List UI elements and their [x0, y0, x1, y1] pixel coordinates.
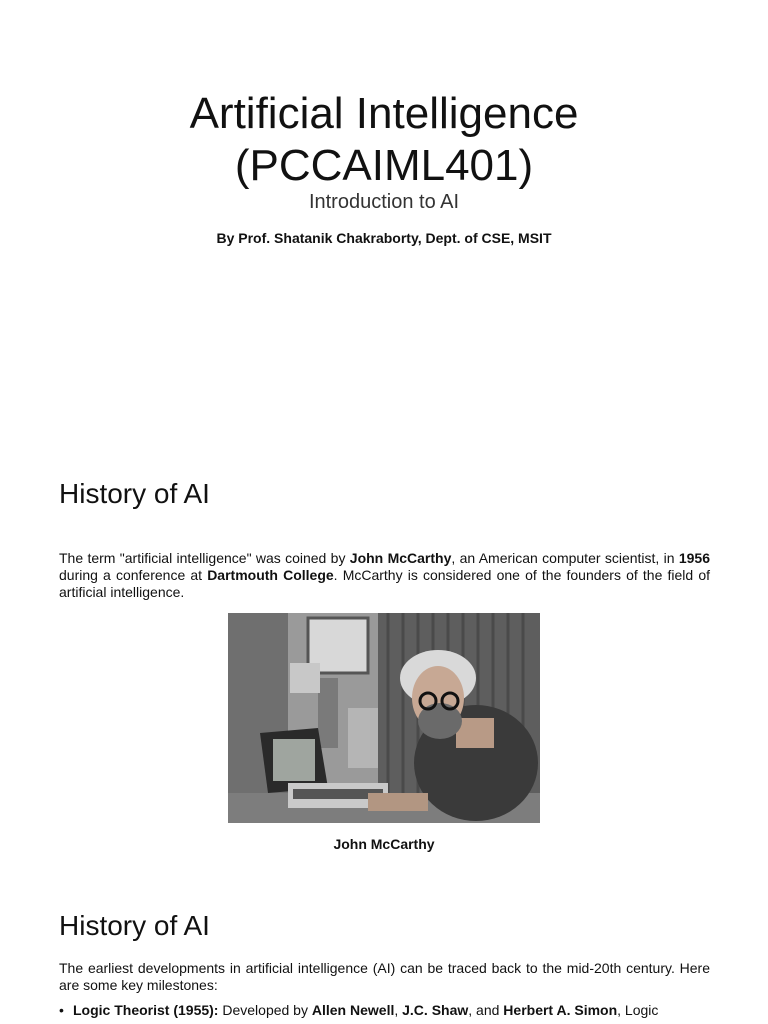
slide-heading: History of AI [59, 910, 210, 941]
slide-subtitle: Introduction to AI [308, 191, 460, 213]
bullet-text: , [394, 1002, 403, 1018]
bullet-bold: Herbert A. Simon [503, 1002, 618, 1018]
title-slide [0, 0, 768, 440]
para-bold: Dartmouth College [207, 567, 334, 583]
bullet-glyph: • [59, 1002, 64, 1018]
slide-title [0, 88, 768, 192]
para-text: during a conference at [59, 567, 208, 583]
photo-caption: John McCarthy [333, 836, 435, 852]
para-bold: John McCarthy [349, 550, 452, 566]
john-mccarthy-photo [228, 613, 540, 823]
history-slide-1 [0, 448, 768, 868]
para-text: , an American computer scientist, in [451, 550, 679, 566]
intro-paragraph [59, 550, 710, 601]
milestones-intro: The earliest developments in artificial intelligence (AI) can be traced back to the mid-20th century. Here are some key milestones: [59, 960, 710, 993]
slide-heading: History of AI [59, 478, 210, 509]
para-bold: 1956 [678, 550, 711, 566]
bullet-text: Developed by [218, 1002, 312, 1018]
history-slide-2 [0, 880, 768, 1024]
bullet-bold: J.C. Shaw [402, 1002, 469, 1018]
para-text: . McCarthy is considered one of the founders of the field of artificial intelligence. [59, 567, 710, 600]
para-text: The term "artificial intelligence" was coined by [59, 550, 350, 566]
photo-illustration [228, 613, 540, 823]
title-line-1: Artificial Intelligence [189, 89, 579, 138]
bullet-bold: Allen Newell [311, 1002, 395, 1018]
bullet-text: , and [468, 1002, 504, 1018]
title-line-2: (PCCAIML401) [234, 141, 534, 190]
milestone-bullet [59, 1002, 710, 1019]
bullet-bold: Logic Theorist (1955): [73, 1002, 219, 1018]
author-byline: By Prof. Shatanik Chakraborty, Dept. of CSE, MSIT [216, 230, 552, 246]
bullet-text: , Logic [617, 1002, 659, 1018]
